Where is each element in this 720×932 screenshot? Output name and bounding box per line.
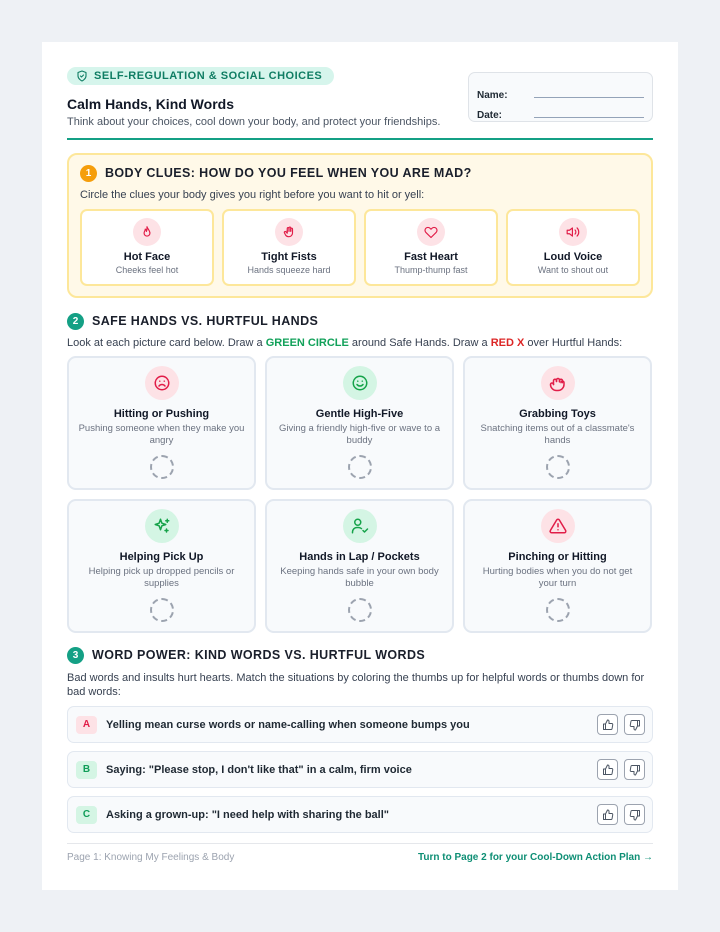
- page-subtitle: Think about your choices, cool down your body, and protect your friendships.: [67, 116, 441, 128]
- desc-text: Look at each picture card below. Draw a: [67, 337, 266, 349]
- card-title: Grabbing Toys: [519, 408, 596, 420]
- thumbs-down-button[interactable]: [624, 759, 645, 780]
- page-title: Calm Hands, Kind Words: [67, 96, 234, 112]
- answer-circle[interactable]: [150, 455, 174, 479]
- card-subtitle: Snatching items out of a classmate's hands: [480, 423, 635, 446]
- topic-badge-label: SELF-REGULATION & SOCIAL CHOICES: [94, 70, 323, 82]
- section-description: Circle the clues your body gives you right before you want to hit or yell:: [80, 189, 425, 201]
- thumbs-up-icon: [602, 719, 614, 731]
- thumbs-down-button[interactable]: [624, 804, 645, 825]
- row-letter: B: [76, 761, 97, 779]
- section-title: BODY CLUES: HOW DO YOU FEEL WHEN YOU ARE MAD?: [105, 166, 472, 180]
- worksheet-page: [42, 42, 678, 890]
- smile-icon: [351, 374, 369, 392]
- thumbs-down-icon: [629, 764, 641, 776]
- clue-subtitle: Hands squeeze hard: [247, 265, 331, 275]
- clue-card-hot-face[interactable]: [80, 209, 214, 286]
- clue-title: Tight Fists: [261, 251, 317, 263]
- row-text: Yelling mean curse words or name-calling when someone bumps you: [106, 718, 470, 731]
- safe-hands-section: [67, 312, 653, 633]
- card-subtitle: Giving a friendly high-five or wave to a buddy: [278, 423, 441, 446]
- red-x-label: RED X: [490, 337, 525, 349]
- clue-card-tight-fists[interactable]: [222, 209, 356, 286]
- worksheet-footer: [67, 843, 653, 863]
- sparkles-icon: [153, 517, 171, 535]
- answer-circle[interactable]: [348, 455, 372, 479]
- topic-badge: [67, 67, 334, 85]
- thumbs-down-icon: [629, 809, 641, 821]
- word-situation-row: [67, 706, 653, 743]
- word-power-section: [67, 646, 653, 841]
- frown-icon: [153, 374, 171, 392]
- worksheet-header: [67, 67, 653, 140]
- clue-title: Loud Voice: [543, 251, 603, 263]
- shield-check-icon: [76, 70, 88, 82]
- card-title: Gentle High-Five: [315, 408, 404, 420]
- card-title: Helping Pick Up: [119, 551, 204, 563]
- green-circle-label: GREEN CIRCLE: [265, 337, 349, 349]
- date-field[interactable]: [534, 108, 644, 118]
- picture-card-grabbing[interactable]: [463, 356, 652, 490]
- word-situation-row: [67, 796, 653, 833]
- page-indicator: Page 1: Knowing My Feelings & Body: [67, 852, 235, 863]
- thumbs-up-button[interactable]: [597, 759, 618, 780]
- thumbs-up-icon: [602, 764, 614, 776]
- desc-text: over Hurtful Hands:: [524, 337, 623, 349]
- row-letter: C: [76, 806, 97, 824]
- body-clues-section: [67, 153, 653, 298]
- card-title: Hitting or Pushing: [113, 408, 210, 420]
- user-check-icon: [351, 517, 369, 535]
- clue-card-fast-heart[interactable]: [364, 209, 498, 286]
- fist-icon: [282, 225, 296, 239]
- card-subtitle: Keeping hands safe in your own body bubble: [280, 566, 439, 589]
- picture-card-pinching[interactable]: [463, 499, 652, 633]
- card-subtitle: Hurting bodies when you do not get your turn: [482, 566, 633, 589]
- picture-card-helping[interactable]: [67, 499, 256, 633]
- speaker-icon: [566, 225, 580, 239]
- section-number: 1: [80, 165, 97, 182]
- answer-circle[interactable]: [546, 598, 570, 622]
- next-page-link[interactable]: Turn to Page 2 for your Cool-Down Action Plan →: [418, 852, 653, 863]
- warning-icon: [549, 517, 567, 535]
- picture-card-hands-in-lap[interactable]: [265, 499, 454, 633]
- clue-subtitle: Want to shout out: [537, 265, 609, 275]
- name-label: Name:: [477, 90, 508, 101]
- thumbs-up-button[interactable]: [597, 714, 618, 735]
- clue-card-loud-voice[interactable]: [506, 209, 640, 286]
- word-situation-row: [67, 751, 653, 788]
- answer-circle[interactable]: [546, 455, 570, 479]
- thumbs-down-icon: [629, 719, 641, 731]
- date-label: Date:: [477, 110, 503, 121]
- answer-circle[interactable]: [348, 598, 372, 622]
- section-description: Bad words and insults hurt hearts. Match the situations by coloring the thumbs up for helpful words or thumbs down for bad words:: [67, 672, 645, 698]
- thumbs-up-icon: [602, 809, 614, 821]
- card-title: Hands in Lap / Pockets: [299, 551, 420, 563]
- picture-card-hitting[interactable]: [67, 356, 256, 490]
- card-subtitle: Pushing someone when they make you angry: [78, 423, 245, 446]
- row-text: Saying: "Please stop, I don't like that" in a calm, firm voice: [106, 763, 412, 776]
- thumbs-up-button[interactable]: [597, 804, 618, 825]
- heart-icon: [424, 225, 438, 239]
- clue-subtitle: Thump-thump fast: [394, 265, 468, 275]
- picture-card-high-five[interactable]: [265, 356, 454, 490]
- section-title: SAFE HANDS VS. HURTFUL HANDS: [92, 314, 319, 328]
- section-number: 2: [67, 313, 84, 330]
- flame-icon: [140, 225, 154, 239]
- row-text: Asking a grown-up: "I need help with sharing the ball": [106, 808, 390, 821]
- clue-title: Hot Face: [123, 251, 171, 263]
- clue-title: Fast Heart: [404, 251, 458, 263]
- grab-hand-icon: [549, 374, 567, 392]
- thumbs-down-button[interactable]: [624, 714, 645, 735]
- row-letter: A: [76, 716, 97, 734]
- section-number: 3: [67, 647, 84, 664]
- name-field[interactable]: [534, 88, 644, 98]
- answer-circle[interactable]: [150, 598, 174, 622]
- desc-text: around Safe Hands. Draw a: [348, 337, 491, 349]
- card-subtitle: Helping pick up dropped pencils or supplies: [88, 566, 235, 589]
- name-date-box: [468, 72, 653, 122]
- card-title: Pinching or Hitting: [508, 551, 607, 563]
- section-title: WORD POWER: KIND WORDS VS. HURTFUL WORDS: [92, 648, 426, 662]
- section-description: [67, 337, 653, 349]
- clue-subtitle: Cheeks feel hot: [115, 265, 179, 275]
